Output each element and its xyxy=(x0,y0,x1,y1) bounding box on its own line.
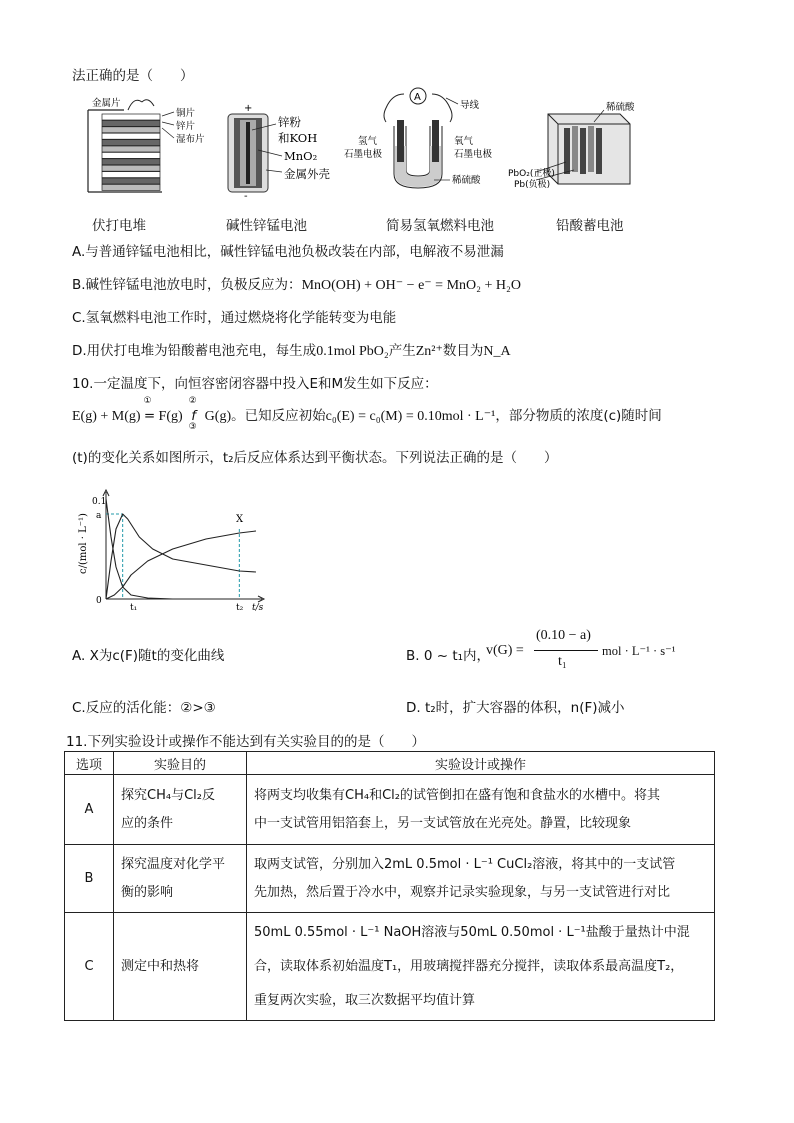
fuel-label-h2: 氢气 xyxy=(358,136,378,147)
pile-layer xyxy=(102,165,160,171)
row-a-ops: 将两支均收集有CH₄和Cl₂的试管倒扣在盛有饱和食盐水的水槽中。将其 中一支试管用铝箔套上，另一支试管放在光亮处。静置，比较现象 xyxy=(247,775,715,845)
voltaic-pile-figure xyxy=(78,92,218,200)
battery-plus: + xyxy=(244,103,253,114)
alkaline-battery-figure xyxy=(222,100,352,200)
leadacid-label-pbo2: PbO₂(正极) xyxy=(508,169,555,179)
battery-label-koh: 和KOH xyxy=(278,131,318,145)
caption-alkaline: 碱性锌锰电池 xyxy=(226,218,307,234)
row-b-goal: 探究温度对化学平 衡的影响 xyxy=(114,845,247,913)
row-b-ops: 取两支试管，分别加入2mL 0.5mol · L⁻¹ CuCl₂溶液，将其中的一支试管 先加热，然后置于冷水中，观察并记录实验现象，与另一支试管进行对比 xyxy=(247,845,715,913)
caption-lead-acid: 铅酸蓄电池 xyxy=(556,218,624,234)
leadacid-label-acid: 稀硫酸 xyxy=(606,102,635,113)
pile-layer xyxy=(102,114,160,120)
table-row xyxy=(65,913,715,1021)
xtick-t1: t₁ xyxy=(130,603,138,613)
pile-layer xyxy=(102,140,160,146)
header-option: 选项 xyxy=(65,752,114,775)
q10-line2: E(g) + M(g) ① = F(g) ② f ③ G(g)。已知反应初始c₀(E) = c₀(M) = 0.10mol · L⁻¹，部分物质的浓度(c)随时间 xyxy=(72,396,662,432)
concentration-chart xyxy=(74,486,274,614)
ytick-a: a xyxy=(96,511,102,521)
pile-layer xyxy=(102,120,160,126)
row-c-ops: 50mL 0.55mol · L⁻¹ NaOH溶液与50mL 0.50mol · L⁻¹盐酸于量热计中混 合，读取体系初始温度T₁，用玻璃搅拌器充分搅拌，读取体系最高温度T₂， 重复两次实验，取三次数据平均值计算 xyxy=(247,913,715,1021)
voltaic-label-copper: 铜片 xyxy=(176,108,196,119)
battery-label-zinc: 锌粉 xyxy=(278,115,301,129)
fuel-label-o2: 氧气 xyxy=(454,136,474,147)
q9-stem-tail: 法正确的是（ ） xyxy=(72,68,194,84)
fuel-label-acid: 稀硫酸 xyxy=(452,175,481,186)
q10-line1: 10.一定温度下，向恒容密闭容器中投入E和M发生如下反应： xyxy=(72,376,438,392)
series-line-2 xyxy=(106,531,256,599)
table-row xyxy=(65,775,715,845)
experiment-table xyxy=(64,751,715,1021)
series-line-1 xyxy=(106,514,256,599)
q9-option-c: C.氢氧燃料电池工作时，通过燃烧将化学能转变为电能 xyxy=(72,310,397,326)
header-goal: 实验目的 xyxy=(114,752,247,775)
ytick-0: 0 xyxy=(96,596,102,606)
q9-option-d: D.用伏打电堆为铅酸蓄电池充电，每生成0.1mol PbO₂产生Zn²⁺数目为N_A xyxy=(72,343,511,359)
pile-layer xyxy=(102,127,160,133)
annotation-x: X xyxy=(236,514,244,525)
lead-acid-figure xyxy=(508,92,638,196)
header-ops: 实验设计或操作 xyxy=(247,752,715,775)
voltaic-label-cloth: 湿布片 xyxy=(176,134,205,145)
pile-layer xyxy=(102,159,160,165)
row-a-goal: 探究CH₄与Cl₂反 应的条件 xyxy=(114,775,247,845)
battery-label-mno2: MnO₂ xyxy=(284,149,318,163)
fuel-label-wire: 导线 xyxy=(460,100,480,111)
pile-layer xyxy=(102,152,160,158)
caption-voltaic: 伏打电堆 xyxy=(92,218,146,234)
row-a-option: A xyxy=(65,775,114,845)
q10-option-d: D. t₂时，扩大容器的体积，n(F)减小 xyxy=(406,700,625,716)
row-c-option: C xyxy=(65,913,114,1021)
row-b-option: B xyxy=(65,845,114,913)
battery-minus: - xyxy=(244,191,248,200)
q9-option-b: B.碱性锌锰电池放电时，负极反应为：MnO(OH) + OH⁻ − e⁻ = MnO₂ + H₂O xyxy=(72,277,522,293)
voltaic-label-zinc: 锌片 xyxy=(176,121,196,132)
caption-fuel-cell: 简易氢氧燃料电池 xyxy=(386,218,494,234)
q10-line3: (t)的变化关系如图所示，t₂后反应体系达到平衡状态。下列说法正确的是（ ） xyxy=(72,450,558,466)
table-header-row xyxy=(65,752,715,775)
fuel-cell-figure xyxy=(344,86,516,198)
chart-xlabel: t/s xyxy=(252,603,264,613)
fuel-label-electrode-left: 石墨电极 xyxy=(344,149,383,160)
q10-option-c: C.反应的活化能：②>③ xyxy=(72,700,216,716)
q10-option-a: A. X为c(F)随t的变化曲线 xyxy=(72,648,225,664)
pile-layer xyxy=(102,146,160,152)
pile-layer xyxy=(102,184,160,190)
row-c-goal: 测定中和热将 xyxy=(114,913,247,1021)
ammeter-label: A xyxy=(414,92,421,103)
battery-label-shell: 金属外壳 xyxy=(284,167,330,181)
pile-layer xyxy=(102,178,160,184)
leadacid-label-pb: Pb(负极) xyxy=(514,180,551,190)
pile-layer xyxy=(102,133,160,139)
chart-ylabel: c/(mol · L⁻¹) xyxy=(78,513,89,574)
fuel-label-electrode-right: 石墨电极 xyxy=(454,149,493,160)
pile-layer xyxy=(102,172,160,178)
ytick-01: 0.1 xyxy=(92,497,107,507)
table-row xyxy=(65,845,715,913)
voltaic-label-metal: 金属片 xyxy=(92,98,121,109)
q9-option-a: A.与普通锌锰电池相比，碱性锌锰电池负极改装在内部，电解液不易泄漏 xyxy=(72,244,504,260)
q11-stem: 11.下列实验设计或操作不能达到有关实验目的的是（ ） xyxy=(66,734,425,750)
xtick-t2: t₂ xyxy=(236,603,244,613)
